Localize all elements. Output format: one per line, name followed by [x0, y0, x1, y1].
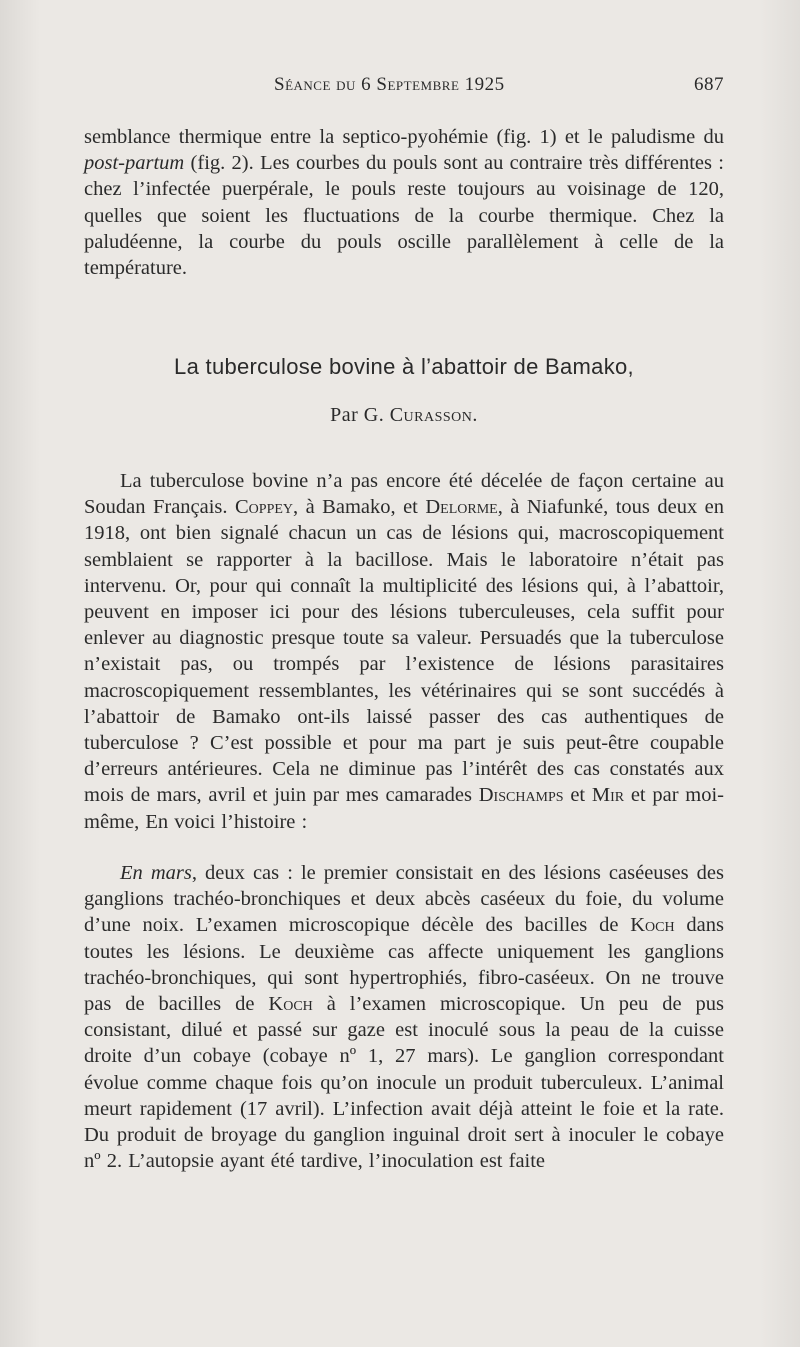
name-koch-2: Koch: [268, 993, 313, 1016]
running-header: [84, 74, 724, 102]
session-title: Séance du 6 Septembre 1925: [274, 74, 505, 95]
name-dischamps: Dischamps: [478, 784, 564, 807]
p3-text-b: , deux cas : le premier consistait en des lésions caséeuses des ganglions trachéo-bronchiques et deux abcès caséeux du foie, du volume d’une noix. L’examen microscopique décèle des bacilles de: [84, 862, 724, 937]
author-name: Curasson.: [389, 404, 478, 426]
p2-text-a: La tuberculose bovine n’a pas encore été décelée de façon certaine au Soudan Français.: [84, 470, 724, 519]
p3-text-c: dans toutes les lésions. Le deuxième cas affecte uniquement les ganglions trachéo-bronchiques, qui sont hypertrophiés, fibro-caséeux. On ne trouve pas de bacilles de: [84, 914, 724, 1016]
p3-text-d: à l’examen microscopique. Un peu de pus consistant, dilué et passé sur gaze est inoculé sous la peau de la cuisse droite d’un cobaye (cobaye nº 1, 27 mars). Le ganglion correspondant évolue comme chaque fois qu’on inocule un produit tuberculeux. L’animal meurt rapidement (17 avril). L’infection avait déjà atteint le foie et la rate. Du produit de broyage du ganglion inguinal droit sert à inoculer le cobaye nº 2. L’autopsie ayant été tardive, l’inoculation est faite: [84, 993, 725, 1173]
article-title: La tuberculose bovine à l’abattoir de Bamako,: [174, 354, 634, 379]
paragraph-intro: [84, 468, 724, 835]
name-koch-1: Koch: [630, 914, 675, 937]
paragraph-continuation: [84, 124, 724, 281]
p1-text-c: (fig. 2). Les courbes du pouls sont au contraire très différentes : chez l’infectée puerpérale, le pouls reste toujours au voisinage de 120, quelles que soient les fluctuations de la courbe thermique. Chez la paludéenne, la courbe du pouls oscille parallèlement à celle de la température.: [84, 152, 724, 280]
article-author: [84, 404, 724, 427]
author-prefix: Par G.: [330, 404, 390, 426]
p2-text-b: , à Bamako, et: [293, 496, 426, 519]
p3-italic-en-mars: En mars: [120, 862, 192, 884]
paragraph-cases-march: [84, 860, 724, 1174]
name-coppey: Coppey: [235, 496, 294, 519]
p1-text-a: semblance thermique entre la septico-pyohémie (fig. 1) et le paludisme du: [84, 126, 724, 148]
page-number: 687: [694, 74, 724, 95]
p2-text-d: et: [563, 784, 592, 807]
p2-text-e: et par moi-même, En voici l’histoire :: [84, 784, 724, 833]
p1-italic-post-partum: post-partum: [84, 152, 185, 175]
name-delorme: Delorme: [425, 496, 498, 519]
name-mir: Mir: [591, 784, 625, 807]
p2-text-c: , à Niafunké, tous deux en 1918, ont bien signalé chacun un cas de lésions qui, macroscopiquement semblaient se rapporter à la bacillose. Mais le laboratoire n’était pas intervenu. Or, pour qui connaît la multiplicité des lésions qui, à l’abattoir, peuvent en imposer ici pour des lésions tuberculeuses, cela suffit pour enlever au diagnostic presque toute sa valeur. Persuadés que la tuberculose n’existait pas, ou trompés par l’existence de lésions parasitaires macroscopiquement ressemblantes, les vétérinaires qui se sont succédés à l’abattoir de Bamako ont-ils laissé passer des cas authentiques de tuberculose ? C’est possible et pour ma part je suis peut-être coupable d’erreurs antérieures. Cela ne diminue pas l’intérêt des cas constatés aux mois de mars, avril et juin par mes camarades: [84, 496, 724, 807]
